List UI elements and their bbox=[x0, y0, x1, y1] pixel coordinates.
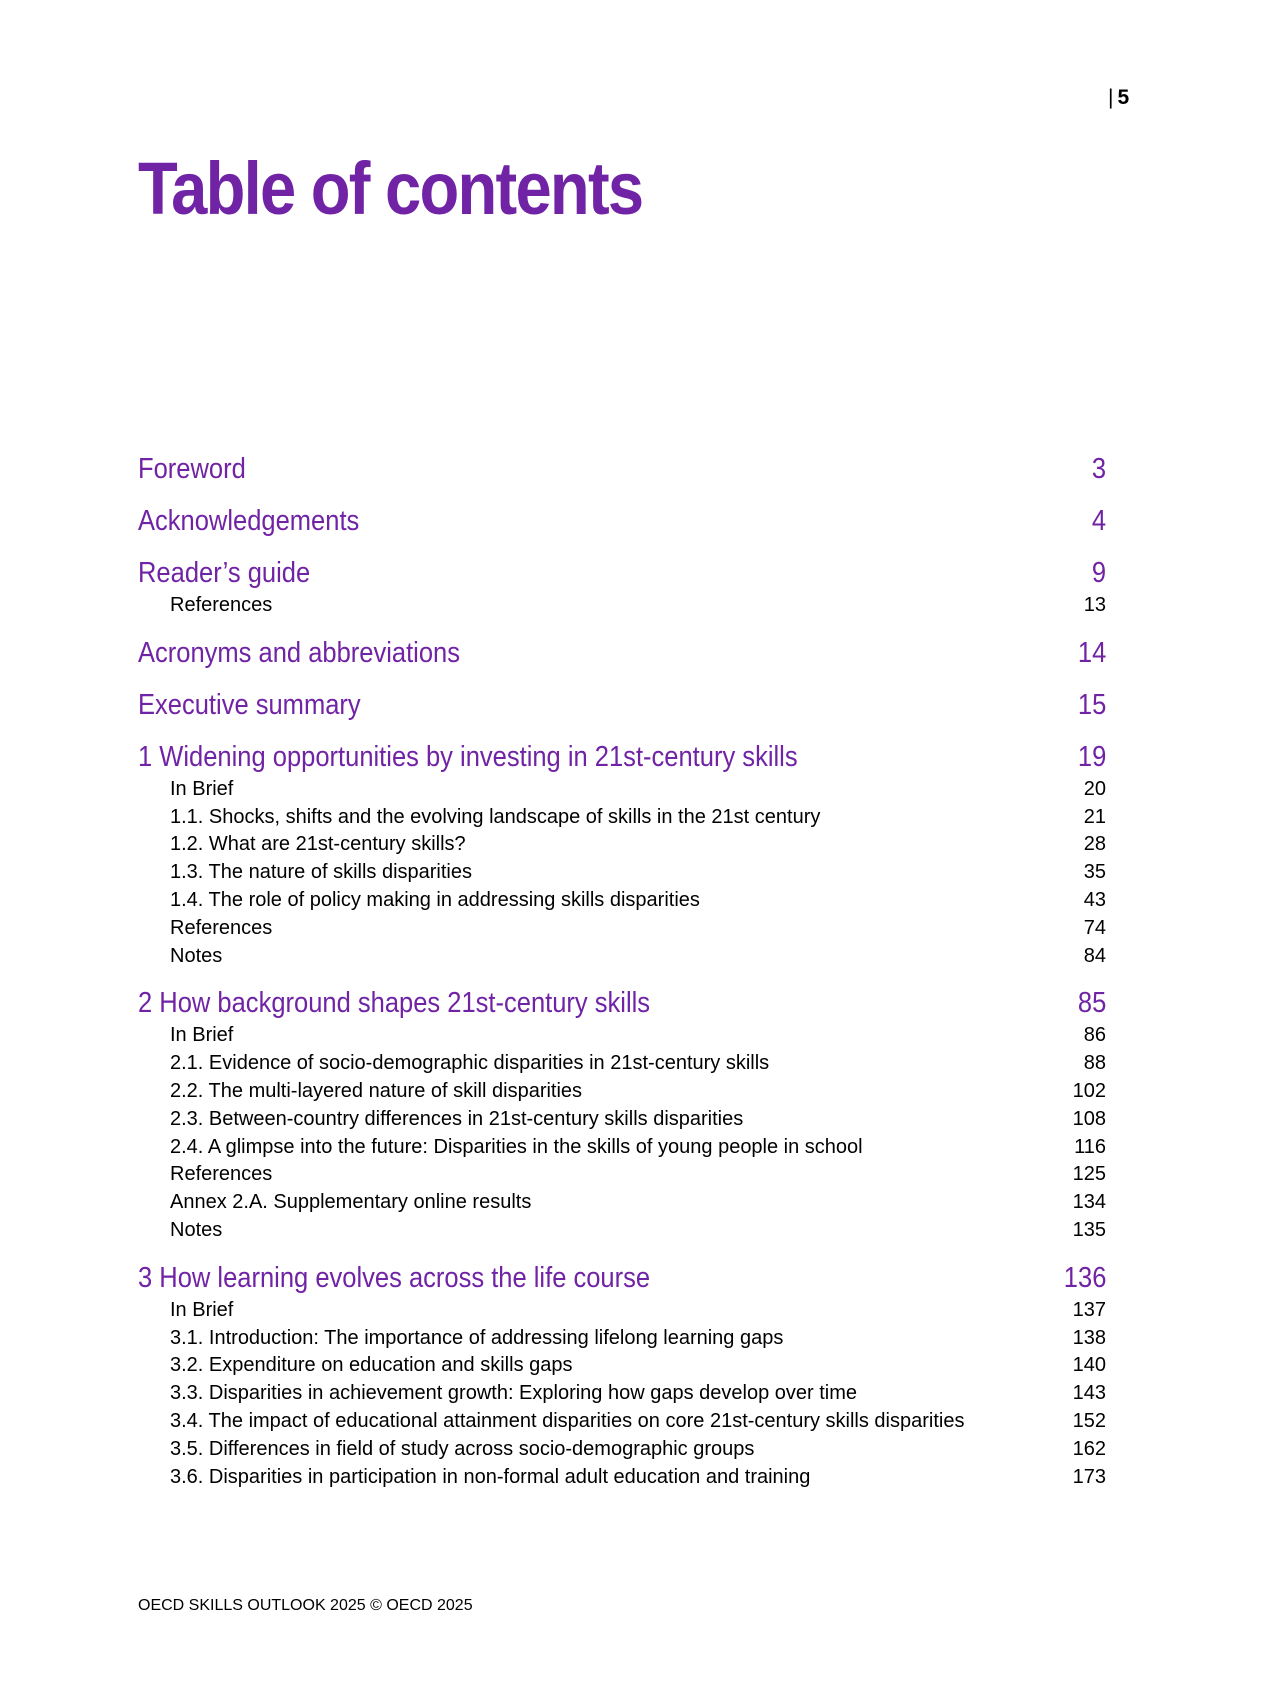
toc-chapter-link[interactable] bbox=[138, 984, 1106, 1022]
toc-entry-title: 1.2. What are 21st-century skills? bbox=[170, 833, 466, 856]
toc-chapter-link[interactable] bbox=[138, 502, 1106, 540]
toc-entry-title: Notes bbox=[170, 1218, 223, 1241]
toc-entry-page: 143 bbox=[1072, 1382, 1106, 1405]
toc-entry-link[interactable] bbox=[138, 804, 1106, 832]
toc-entry-title: Annex 2.A. Supplementary online results bbox=[170, 1191, 532, 1214]
toc-entry-page: 13 bbox=[1083, 594, 1106, 616]
toc-chapter-title: Foreword bbox=[138, 453, 246, 485]
toc-entry-link[interactable] bbox=[138, 776, 1106, 804]
toc-chapter bbox=[138, 686, 1106, 724]
toc-chapter bbox=[138, 554, 1106, 620]
toc-entry-link[interactable] bbox=[138, 1022, 1106, 1050]
toc-entry-title: 2.3. Between-country differences in 21st-century skills disparities bbox=[170, 1107, 744, 1130]
toc-entry-link[interactable] bbox=[138, 859, 1106, 887]
toc-entry-page: 43 bbox=[1083, 888, 1106, 911]
toc-entry-link[interactable] bbox=[138, 1297, 1106, 1325]
toc-entry-title: 3.1. Introduction: The importance of addressing lifelong learning gaps bbox=[170, 1326, 784, 1349]
toc-entry-title: 1.4. The role of policy making in addressing skills disparities bbox=[170, 888, 700, 911]
toc-entry-page: 28 bbox=[1083, 833, 1106, 856]
toc-entry-page: 152 bbox=[1072, 1409, 1106, 1432]
toc-entry-page: 137 bbox=[1072, 1298, 1106, 1321]
toc-entry-page: 140 bbox=[1072, 1354, 1106, 1377]
toc-chapter-page: 4 bbox=[1091, 505, 1106, 537]
toc-entry-page: 21 bbox=[1083, 805, 1106, 828]
toc-entry-title: 3.5. Differences in field of study across socio-demographic groups bbox=[170, 1437, 755, 1460]
toc-entry-page: 108 bbox=[1072, 1107, 1106, 1130]
toc-entry-link[interactable] bbox=[138, 592, 1106, 620]
toc-chapter-page: 3 bbox=[1091, 453, 1106, 485]
toc-entry-link[interactable] bbox=[138, 1352, 1106, 1380]
toc-entry-page: 135 bbox=[1072, 1218, 1106, 1241]
toc-entry-title: In Brief bbox=[170, 1024, 234, 1047]
toc-entry-link[interactable] bbox=[138, 1464, 1106, 1492]
toc-chapter bbox=[138, 1259, 1106, 1492]
toc-chapter-title: 3 How learning evolves across the life course bbox=[138, 1261, 651, 1294]
toc-entry-link[interactable] bbox=[138, 1325, 1106, 1353]
toc-entry-title: 3.6. Disparities in participation in non-formal adult education and training bbox=[170, 1465, 811, 1488]
toc-entry-title: Notes bbox=[170, 944, 223, 967]
toc-chapter-title: 1 Widening opportunities by investing in 21st-century skills bbox=[138, 740, 798, 773]
toc-entry-title: 1.1. Shocks, shifts and the evolving landscape of skills in the 21st century bbox=[170, 805, 821, 828]
toc-chapter-page: 85 bbox=[1077, 987, 1106, 1020]
toc-chapter bbox=[138, 738, 1106, 971]
toc-chapter-link[interactable] bbox=[138, 738, 1106, 776]
toc-chapter-page: 19 bbox=[1077, 740, 1106, 773]
toc-entry-page: 86 bbox=[1083, 1024, 1106, 1047]
toc-entry-link[interactable] bbox=[138, 831, 1106, 859]
footer-copyright: OECD SKILLS OUTLOOK 2025 © OECD 2025 bbox=[138, 1597, 473, 1614]
toc-entry-title: References bbox=[170, 916, 273, 939]
toc-entry-link[interactable] bbox=[138, 1050, 1106, 1078]
toc-chapter-page: 14 bbox=[1077, 636, 1106, 669]
toc-entry-title: 3.3. Disparities in achievement growth: Exploring how gaps develop over time bbox=[170, 1382, 858, 1405]
toc-entry-title: 3.2. Expenditure on education and skills gaps bbox=[170, 1354, 573, 1377]
toc-entry-link[interactable] bbox=[138, 1189, 1106, 1217]
toc-chapter-page: 9 bbox=[1091, 557, 1106, 589]
toc-chapter bbox=[138, 984, 1106, 1244]
toc-entry-title: 2.1. Evidence of socio-demographic disparities in 21st-century skills bbox=[170, 1052, 770, 1075]
toc-chapter-title: 2 How background shapes 21st-century skills bbox=[138, 987, 651, 1020]
toc-entry-link[interactable] bbox=[138, 943, 1106, 971]
toc-entry-page: 20 bbox=[1083, 777, 1106, 800]
toc-entry-page: 173 bbox=[1072, 1465, 1106, 1488]
page-number bbox=[1108, 86, 1129, 110]
toc-chapter-link[interactable] bbox=[138, 1259, 1106, 1297]
toc-entry-page: 84 bbox=[1083, 944, 1106, 967]
table-of-contents bbox=[138, 450, 1106, 1505]
toc-entry-link[interactable] bbox=[138, 1408, 1106, 1436]
toc-chapter-title: Executive summary bbox=[138, 688, 361, 721]
toc-entry-page: 102 bbox=[1072, 1079, 1106, 1102]
toc-entry-title: 1.3. The nature of skills disparities bbox=[170, 861, 473, 884]
toc-entry-title: References bbox=[170, 594, 273, 616]
toc-chapter bbox=[138, 634, 1106, 672]
page-number-separator: | bbox=[1108, 86, 1114, 109]
toc-chapter bbox=[138, 502, 1106, 540]
toc-chapter-link[interactable] bbox=[138, 686, 1106, 724]
toc-chapter-title: Acknowledgements bbox=[138, 505, 360, 537]
toc-entry-page: 162 bbox=[1072, 1437, 1106, 1460]
toc-entry-link[interactable] bbox=[138, 1217, 1106, 1245]
toc-entry-page: 125 bbox=[1072, 1163, 1106, 1186]
toc-chapter-link[interactable] bbox=[138, 554, 1106, 592]
toc-chapter-page: 136 bbox=[1063, 1261, 1106, 1294]
toc-chapter bbox=[138, 450, 1106, 488]
toc-entry-page: 35 bbox=[1083, 861, 1106, 884]
toc-entry-page: 134 bbox=[1072, 1191, 1106, 1214]
toc-entry-title: In Brief bbox=[170, 1298, 234, 1321]
toc-entry-title: 2.2. The multi-layered nature of skill disparities bbox=[170, 1079, 583, 1102]
toc-entry-link[interactable] bbox=[138, 915, 1106, 943]
toc-chapter-title: Acronyms and abbreviations bbox=[138, 636, 461, 669]
toc-entry-link[interactable] bbox=[138, 1380, 1106, 1408]
toc-entry-link[interactable] bbox=[138, 887, 1106, 915]
page-number-value: 5 bbox=[1117, 86, 1130, 109]
toc-chapter-page: 15 bbox=[1077, 688, 1106, 721]
toc-entry-page: 88 bbox=[1083, 1052, 1106, 1075]
toc-entry-page: 116 bbox=[1074, 1135, 1106, 1158]
toc-chapter-link[interactable] bbox=[138, 634, 1106, 672]
toc-entry-link[interactable] bbox=[138, 1078, 1106, 1106]
toc-entry-title: In Brief bbox=[170, 777, 234, 800]
toc-entry-link[interactable] bbox=[138, 1106, 1106, 1134]
toc-entry-link[interactable] bbox=[138, 1436, 1106, 1464]
toc-chapter-link[interactable] bbox=[138, 450, 1106, 488]
toc-entry-title: 2.4. A glimpse into the future: Disparities in the skills of young people in school bbox=[170, 1135, 863, 1158]
toc-entry-page: 138 bbox=[1072, 1326, 1106, 1349]
toc-chapter-title: Reader’s guide bbox=[138, 557, 311, 589]
toc-entry-title: 3.4. The impact of educational attainment disparities on core 21st-century skills disparities bbox=[170, 1409, 965, 1432]
toc-entry-title: References bbox=[170, 1163, 273, 1186]
toc-entry-link[interactable] bbox=[138, 1161, 1106, 1189]
page-title: Table of contents bbox=[138, 147, 643, 230]
toc-entry-page: 74 bbox=[1083, 916, 1106, 939]
toc-entry-link[interactable] bbox=[138, 1134, 1106, 1162]
